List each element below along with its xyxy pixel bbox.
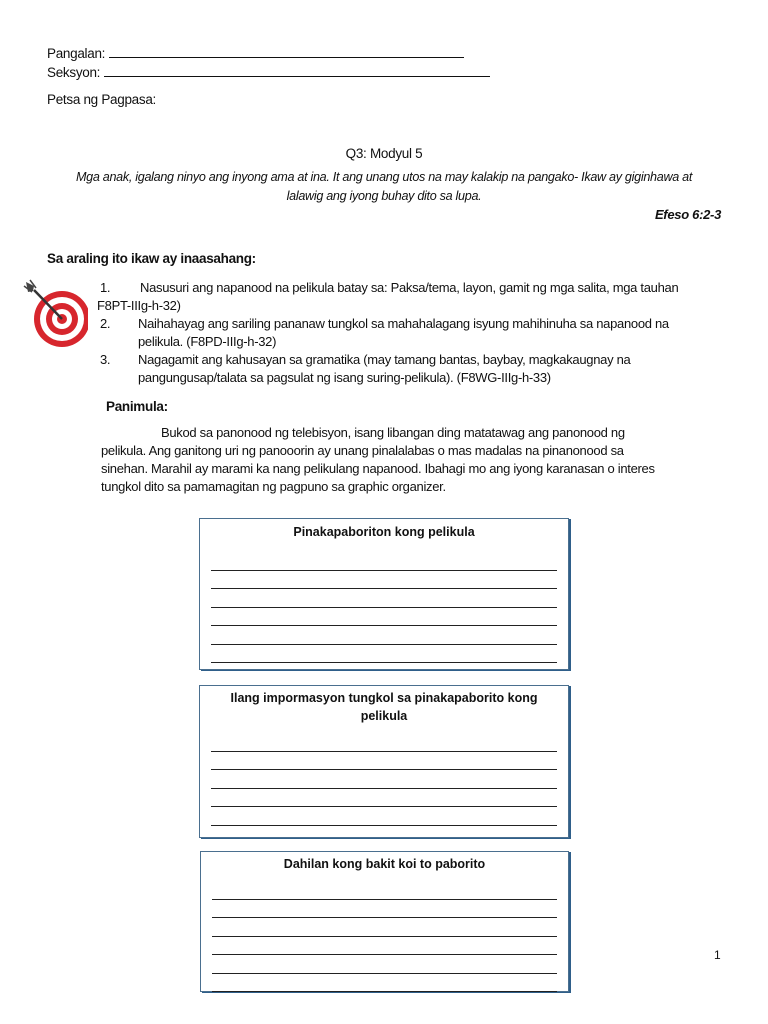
- verse-line-2: lalawig ang iyong buhay dito sa lupa.: [286, 189, 482, 203]
- intro-paragraph: [101, 424, 701, 496]
- objective-text-cont: pangungusap/talata sa pagsulat ng isang suring-pelikula). (F8WG-IIIg-h-33): [138, 370, 551, 385]
- objective-text: Nasusuri ang napanood na pelikula batay sa: Paksa/tema, layon, gamit ng mga salita, mga tauhan: [140, 280, 679, 295]
- box-title-line-1: Ilang impormasyon tungkol sa pinakapaborito kong: [230, 691, 538, 705]
- intro-line: pelikula. Ang ganitong uri ng panooorin ay unang pinalalabas o mas madalas na pinanonood sa: [101, 443, 624, 458]
- section-blank[interactable]: [104, 63, 490, 77]
- objectives-list: [97, 279, 737, 389]
- objective-number: 1.: [100, 280, 111, 295]
- section-label: Seksyon:: [47, 65, 101, 80]
- box-title: Pinakapaboriton kong pelikula: [293, 525, 475, 539]
- writing-lines[interactable]: [211, 552, 557, 663]
- section-field-row: [47, 63, 490, 80]
- intro-line: Bukod sa panonood ng telebisyon, isang libangan ding matatawag ang panonood ng: [161, 425, 625, 440]
- intro-heading: Panimula:: [106, 399, 168, 414]
- intro-line: sinehan. Marahil ay marami ka nang pelikulang napanood. Ibahagi mo ang iyong karanasan o interes: [101, 461, 655, 476]
- objective-text-cont: pelikula. (F8PD-IIIg-h-32): [138, 334, 277, 349]
- writing-lines[interactable]: [212, 881, 557, 992]
- writing-lines[interactable]: [211, 733, 557, 826]
- objective-number: 3.: [100, 352, 111, 367]
- name-field-row: [47, 44, 464, 61]
- verse-reference: Efeso 6:2-3: [654, 207, 721, 222]
- name-label: Pangalan:: [47, 46, 106, 61]
- page-number: 1: [714, 948, 721, 962]
- organizer-box-favorite-film: [199, 518, 569, 670]
- objective-number: 2.: [100, 316, 111, 331]
- name-blank[interactable]: [109, 44, 464, 58]
- organizer-box-film-info: [199, 685, 569, 838]
- date-label: Petsa ng Pagpasa:: [47, 92, 156, 107]
- objectives-heading: Sa araling ito ikaw ay inaasahang:: [47, 251, 256, 266]
- objective-text-cont: F8PT-IIIg-h-32): [97, 298, 181, 313]
- target-arrow-icon: [20, 278, 88, 350]
- box-title-line-2: pelikula: [360, 709, 408, 723]
- objective-text: Nagagamit ang kahusayan sa gramatika (may tamang bantas, baybay, magkakaugnay na: [138, 352, 631, 367]
- verse-line-1: Mga anak, igalang ninyo ang inyong ama at ina. It ang unang utos na may kalakip na pangako- Ikaw ay giginhawa at: [75, 170, 693, 184]
- objective-item-1: [97, 279, 737, 315]
- box-title: Dahilan kong bakit koi to paborito: [283, 857, 486, 871]
- organizer-box-reason: [200, 851, 569, 992]
- objective-item-3: [97, 351, 737, 387]
- intro-line: tungkol dito sa pamamagitan ng pagpuno sa graphic organizer.: [101, 479, 446, 494]
- module-title: Q3: Modyul 5: [345, 146, 423, 161]
- objective-item-2: [97, 315, 737, 351]
- objective-text: Naihahayag ang sariling pananaw tungkol sa mahahalagang isyung mahihinuha sa napanood na: [138, 316, 669, 331]
